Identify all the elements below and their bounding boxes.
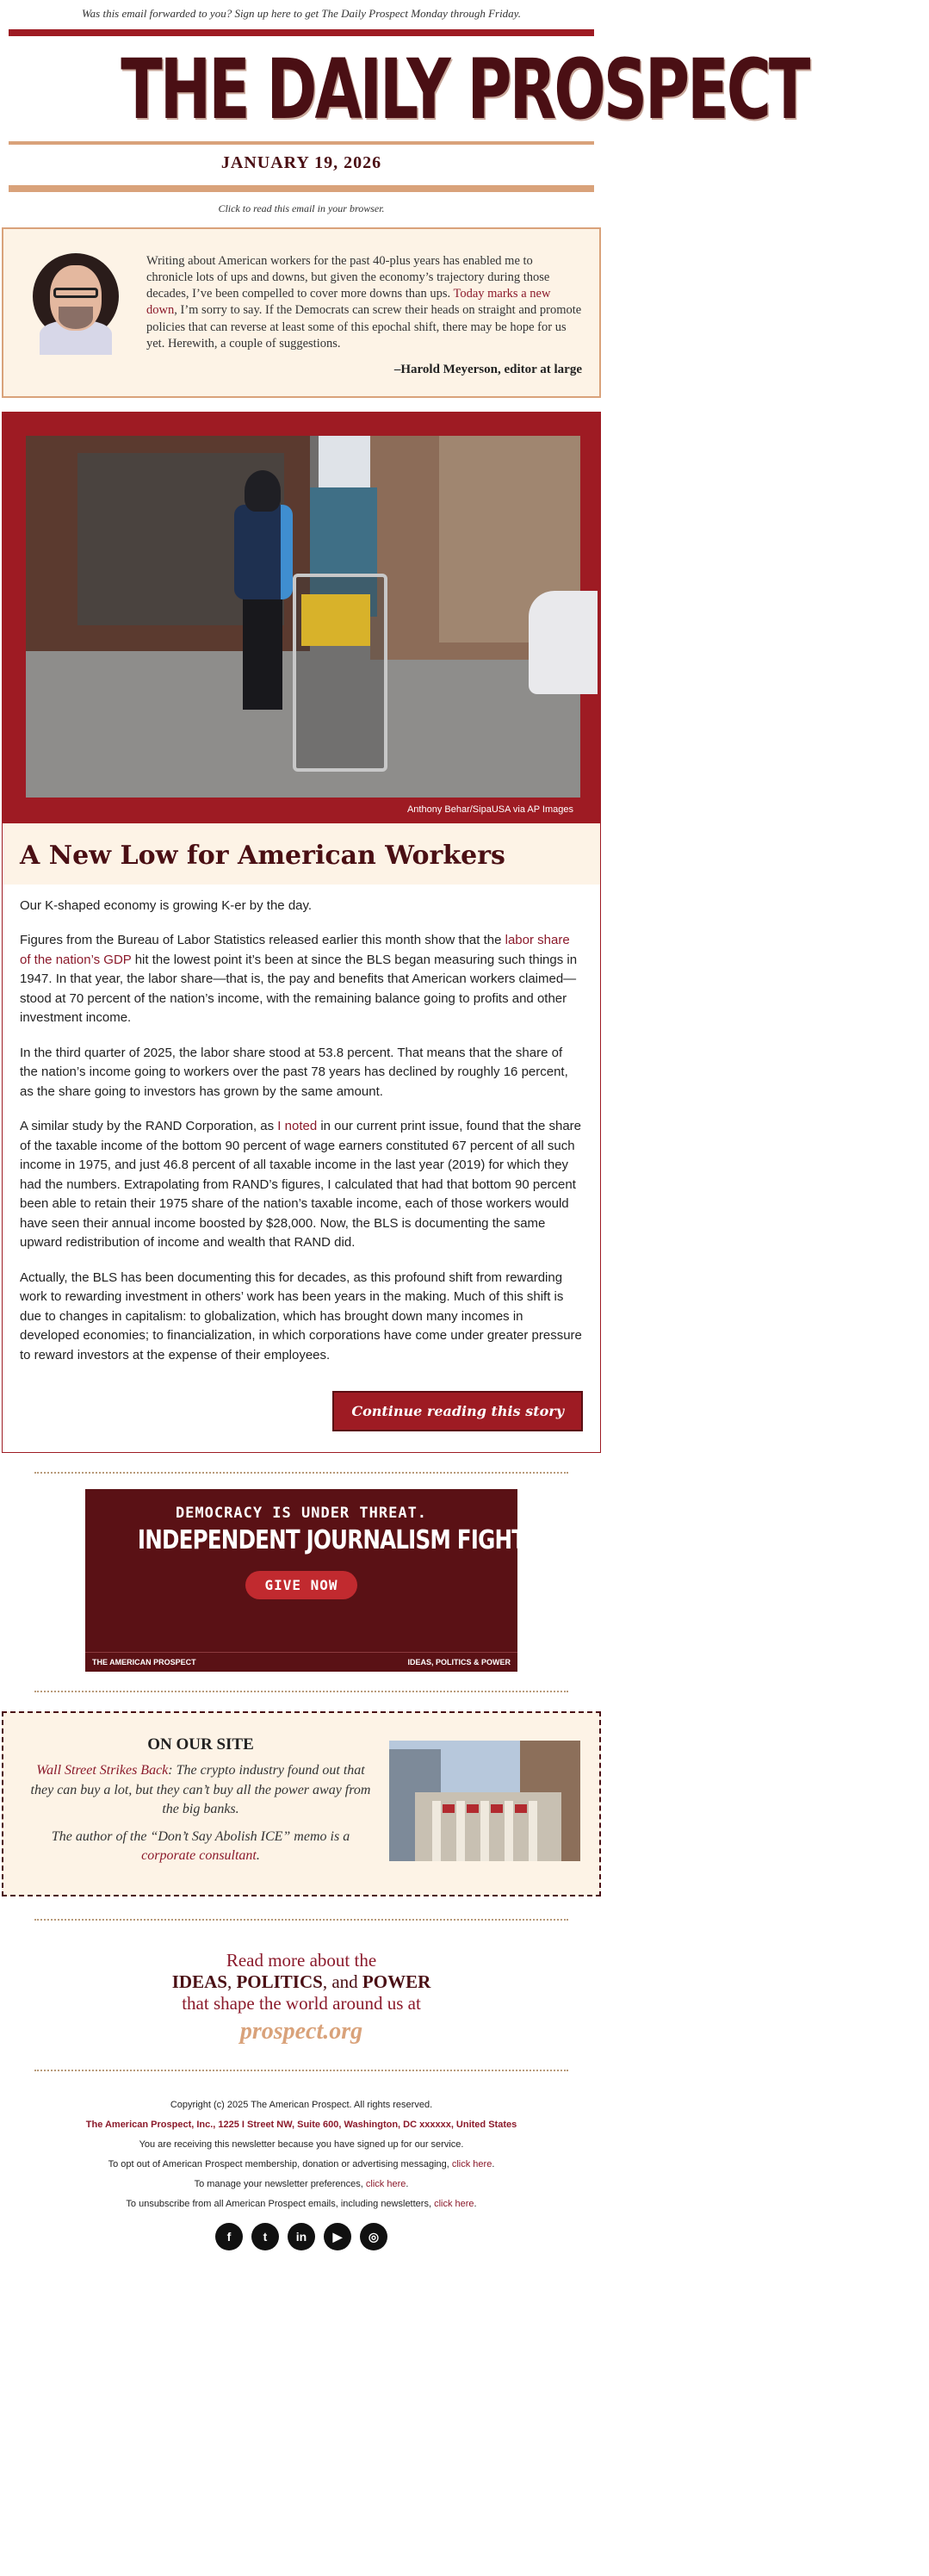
i-noted-link[interactable]: I noted [277, 1119, 318, 1134]
linkedin-icon[interactable]: in [288, 2223, 315, 2250]
story-paragraph: Actually, the BLS has been documenting this for decades, as this profound shift from rewarding work to rewarding investment in others’ work has been years in the making. Much of this shift is due to changes in capitalism: to globalization, which has brought down many incomes in developed economies; to financialization, in which corporations have come under greater pressure to reward investors at the expense of their employees. [20, 1269, 582, 1362]
facebook-icon[interactable]: f [215, 2223, 243, 2250]
social-links [0, 2223, 603, 2250]
story-paragraph: In the third quarter of 2025, the labor share stood at 53.8 percent. That means that the share of the nation’s income going to workers over the past 78 years has declined by roughly 16 percent, as the share going to investors has grown by the same amount. [20, 1045, 568, 1099]
editor-note [2, 227, 601, 398]
ad-subheadline: INDEPENDENT JOURNALISM FIGHTS BACK. [137, 1525, 616, 1556]
editor-note-text: Writing about American workers for the past 40-plus years has enabled me to chronicle lots of ups and downs, but given the economy’s trajectory during those decades, I’ve been compelled to cover more downs than ups. Today marks a new down, I’m sorry to say. If the Democrats can screw their heads on straight and promote policies that can reverse at least some of this epochal shift, there may be hope for us yet. Herewith, a couple of suggestions. [146, 254, 582, 351]
issue-date: JANUARY 19, 2026 [220, 153, 382, 172]
masthead-bottom-rule [9, 185, 594, 192]
copyright: Copyright (c) 2025 The American Prospect. All rights reserved. [170, 2099, 433, 2110]
prospect-org-link[interactable]: prospect.org [239, 2017, 363, 2045]
manage-preferences-link[interactable]: click here [365, 2179, 406, 2190]
opt-out-line: To opt out of American Prospect membership, donation or advertising messaging, click here. [108, 2159, 495, 2170]
manage-preferences-line: To manage your newsletter preferences, click here. [194, 2179, 409, 2190]
donation-ad[interactable] [85, 1489, 616, 1672]
instagram-icon[interactable]: ◎ [360, 2223, 387, 2250]
story-headline[interactable]: A New Low for American Workers [20, 840, 505, 871]
continue-reading-button[interactable]: Continue reading this story [332, 1391, 583, 1431]
wall-street-link[interactable]: Wall Street Strikes Back [36, 1763, 169, 1778]
editor-note-link[interactable]: Today marks a new down [146, 287, 551, 318]
ad-brand: THE AMERICAN PROSPECT [92, 1658, 196, 1667]
on-our-site-title: ON OUR SITE [147, 1735, 254, 1754]
opt-out-link[interactable]: click here [451, 2159, 492, 2170]
read-more-line: that shape the world around us at [182, 1992, 421, 2014]
subscription-reason: You are receiving this newsletter because you have signed up for our service. [139, 2139, 464, 2151]
view-in-browser-link[interactable]: Click to read this email in your browser. [218, 202, 385, 214]
masthead [0, 36, 808, 138]
lead-story [2, 823, 601, 1454]
youtube-icon[interactable]: ▶ [324, 2223, 351, 2250]
twitter-icon[interactable]: t [251, 2223, 279, 2250]
unsubscribe-line: To unsubscribe from all American Prospect emails, including newsletters, click here. [126, 2199, 477, 2210]
read-more-promo [0, 1921, 603, 2054]
ad-tagline: IDEAS, POLITICS & POWER [407, 1658, 511, 1667]
unsubscribe-link[interactable]: click here [434, 2199, 474, 2210]
divider [34, 1691, 568, 1692]
story-paragraph: A similar study by the RAND Corporation, as I noted in our current print issue, found that the share of the taxable income of the bottom 90 percent of wage earners constituted 67 percent of all such income in 1975, and just 46.8 percent of all taxable income in the last year (2019) for which they had the numbers. Extrapolating from RAND’s figures, I calculated that had that bottom 90 percent been able to retain their 1975 share of the nation’s taxable income, each of those workers would have seen their annual income boosted by $28,000. Now, the BLS is documenting the same upward redistribution of income and wealth that RAND did. [20, 1119, 582, 1251]
on-our-site-image[interactable] [389, 1741, 580, 1861]
read-more-topics: IDEAS, POLITICS, and POWER [171, 1971, 431, 1992]
masthead-title[interactable]: THE DAILY PROSPECT [121, 41, 808, 138]
editor-signature: –Harold Meyerson, editor at large [393, 362, 582, 376]
story-text [3, 885, 600, 1402]
story-paragraph: Our K-shaped economy is growing K-er by the day. [20, 897, 313, 913]
on-our-site-item: The author of the “Don’t Say Abolish ICE” memo is a corporate consultant. [51, 1828, 350, 1863]
read-more-line: Read more about the [226, 1949, 377, 1971]
bottom-spacer [0, 2250, 603, 2450]
editor-avatar [33, 253, 119, 339]
labor-share-link[interactable]: labor share of the nation’s GDP [20, 933, 570, 967]
story-paragraph: Figures from the Bureau of Labor Statistics released earlier this month show that the labor share of the nation’s GDP hit the lowest point it’s been at since the BLS began measuring such things in 1947. In that year, the labor share—that is, the pay and benefits that American workers claimed—stood at 70 percent of the nation’s income, with the remaining balance going to profits and other investment income. [20, 933, 578, 1026]
photo-credit: Anthony Behar/SipaUSA via AP Images [406, 804, 573, 815]
masthead-top-rule [9, 29, 594, 36]
on-our-site [2, 1711, 601, 1896]
lead-story-photo[interactable] [26, 436, 580, 798]
divider [34, 1472, 568, 1474]
lead-story-photo-frame [2, 412, 601, 823]
ad-headline: DEMOCRACY IS UNDER THREAT. [175, 1505, 428, 1523]
postal-address: The American Prospect, Inc., 1225 I Street NW, Suite 600, Washington, DC xxxxxx, United States [85, 2119, 517, 2130]
footer [0, 2071, 603, 2251]
corporate-consultant-link[interactable]: corporate consultant [141, 1847, 257, 1863]
give-now-button[interactable]: GIVE NOW [245, 1571, 356, 1599]
preheader[interactable]: Was this email forwarded to you? Sign up here to get The Daily Prospect Monday through Friday. [82, 7, 521, 20]
on-our-site-item: Wall Street Strikes Back: The crypto industry found out that they can buy a lot, but they can’t buy all the power away from the big banks. [30, 1763, 371, 1816]
